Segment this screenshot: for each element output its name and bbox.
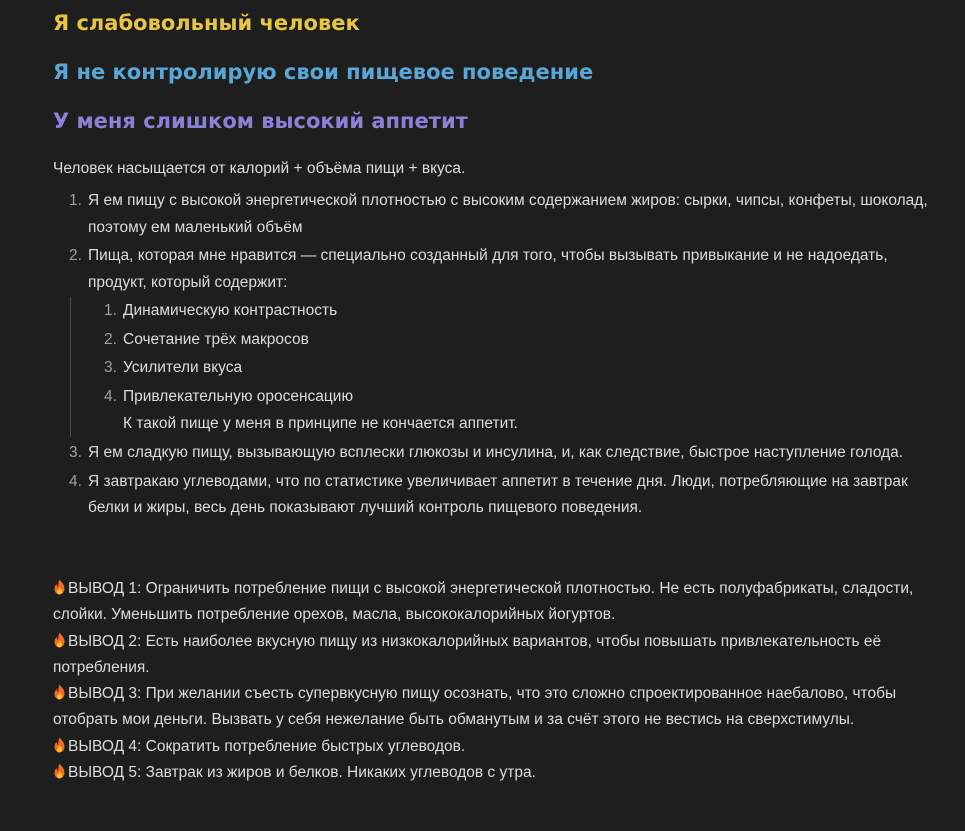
fire-icon — [53, 579, 66, 595]
document — [53, 0, 933, 518]
list-item-text: Я завтракаю углеводами, что по статистике увеличивает аппетит в течение дня. Люди, потребляющие на завтрак белки и жиры, весь день показывают лучший контроль пищевого поведения. — [88, 472, 908, 516]
fire-icon — [53, 684, 66, 700]
list-item-text: Я ем пищу с высокой энергетической плотностью с высоким содержанием жиров: сырки, чипсы, конфеты, шоколад, поэтому ем маленький объём — [88, 192, 928, 236]
conclusion-text: ВЫВОД 5: Завтрак из жиров и белков. Никаких углеводов с утра. — [68, 764, 536, 782]
list-number: 3. — [104, 359, 117, 376]
list-item-text: Динамическую контрастность — [123, 302, 338, 319]
nested-list-note: К такой пище у меня в принципе не кончается аппетит. — [123, 415, 518, 432]
conclusion-2 — [53, 629, 943, 682]
nested-list-item — [88, 354, 933, 383]
list-number: 1. — [104, 302, 117, 319]
list-item — [53, 188, 933, 241]
list-number: 2. — [104, 330, 117, 348]
list-item — [53, 469, 933, 522]
conclusions-block — [53, 576, 943, 786]
list-number: 4. — [69, 472, 82, 490]
list-number: 2. — [69, 247, 82, 264]
conclusion-3 — [53, 681, 943, 734]
conclusion-text: ВЫВОД 4: Сократить потребление быстрых углеводов. — [68, 737, 466, 755]
list-item — [53, 243, 933, 437]
conclusion-1 — [53, 576, 943, 629]
fire-icon — [53, 632, 66, 648]
list-number: 3. — [69, 444, 82, 461]
conclusion-text: ВЫВОД 2: Есть наиболее вкусную пищу из низкокалорийных вариантов, чтобы повышать привлекательность её потребления. — [53, 632, 882, 676]
nested-list-block — [70, 297, 933, 437]
heading-3: У меня слишком высокий аппетит — [53, 109, 468, 133]
list-item-text: Сочетание трёх макросов — [123, 330, 309, 348]
nested-list-item — [88, 297, 933, 326]
list-item-text: Пища, которая мне нравится — специально созданный для того, чтобы вызывать привыкание и не надоедать, продукт, который содержит: — [88, 247, 888, 291]
nested-list-item — [88, 383, 933, 412]
list-item-text: Привлекательную оросенсацию — [123, 387, 354, 405]
heading-2: Я не контролирую свои пищевое поведение — [53, 60, 594, 84]
conclusion-text: ВЫВОД 1: Ограничить потребление пищи с высокой энергетической плотностью. Не есть полуфабрикаты, сладости, слойки. Уменьшить потребление орехов, масла, высококалорийных йогуртов. — [53, 580, 914, 624]
nested-list-item — [88, 326, 933, 355]
list-item-text: Усилители вкуса — [123, 359, 243, 376]
list-number: 1. — [69, 192, 82, 209]
list-item — [53, 440, 933, 467]
conclusion-5 — [53, 760, 943, 786]
list-item-text: Я ем сладкую пищу, вызывающую всплески глюкозы и инсулина, и, как следствие, быстрое наступление голода. — [88, 444, 904, 461]
list-number: 4. — [104, 387, 117, 405]
conclusion-4 — [53, 734, 943, 760]
reasons-list — [53, 188, 933, 522]
fire-icon — [53, 737, 66, 753]
intro-paragraph: Человек насыщается от калорий + объёма пищи + вкуса. — [53, 160, 466, 177]
nested-list — [88, 297, 933, 411]
conclusion-text: ВЫВОД 3: При желании съесть супервкусную пищу осознать, что это сложно спроектированное наебалово, чтобы отобрать мои деньги. Вызвать у себя нежелание быть обманутым и за счёт этого не вестись на сверхстимулы. — [53, 685, 897, 729]
fire-icon — [53, 763, 66, 779]
heading-1: Я слабовольный человек — [53, 11, 360, 35]
